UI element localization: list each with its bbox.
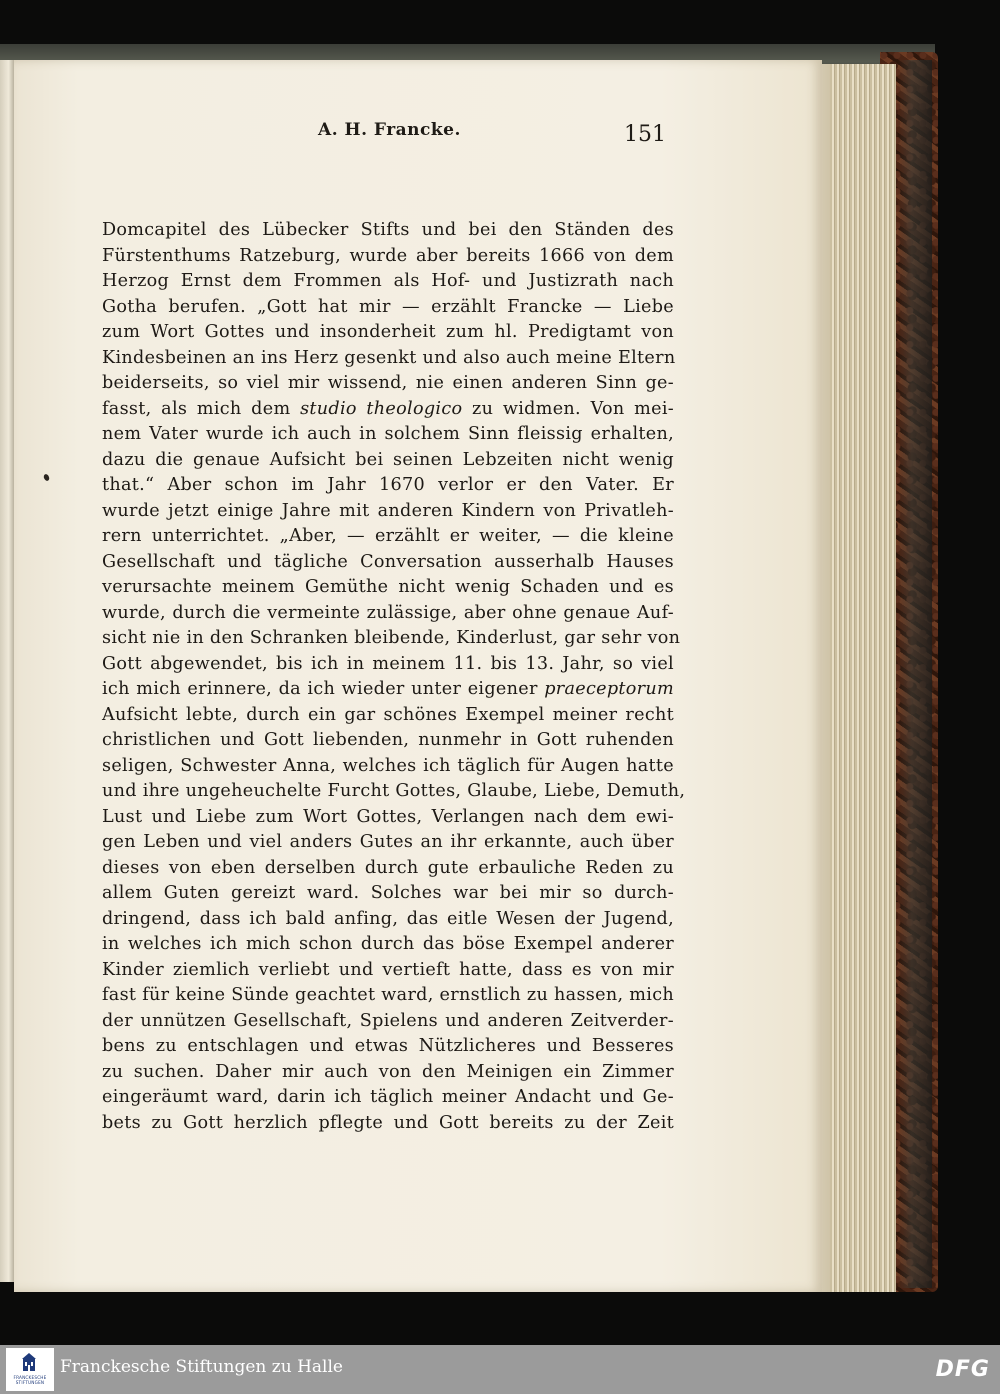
text-run: zu suchen. Daher mir auch von den Meinigen ein Zimmer [102, 1061, 674, 1082]
text-run: rern unterrichtet. „Aber, — erzählt er weiter, — die kleine [102, 526, 674, 546]
text-line [102, 397, 674, 423]
text-line [102, 244, 674, 270]
cover-edge [898, 60, 932, 1288]
text-line [102, 422, 674, 448]
italic-phrase: praeceptorum [544, 679, 674, 699]
text-run: wurde, durch die vermeinte zulässige, aber ohne genaue Auf- [102, 602, 674, 623]
text-run: Fürstenthums Ratzeburg, wurde aber bereits 1666 von dem [102, 245, 674, 266]
text-line [102, 677, 674, 703]
text-run: seligen, Schwester Anna, welches ich täglich für Augen hatte [102, 755, 674, 776]
viewer-footer [0, 1345, 1000, 1394]
text-line [102, 958, 674, 984]
text-line [102, 499, 674, 525]
footer-institution-link[interactable]: Franckesche Stiftungen zu Halle [60, 1357, 343, 1377]
text-line [102, 754, 674, 780]
text-line [102, 346, 674, 372]
text-line [102, 550, 674, 576]
running-head [90, 118, 666, 154]
text-run: Kindesbeinen an ins Herz gesenkt und also auch meine Eltern [102, 347, 676, 368]
text-line [102, 856, 674, 882]
text-run: verursachte meinem Gemüthe nicht wenig Schaden und es [102, 577, 674, 597]
text-line [102, 779, 686, 805]
text-run: zum Wort Gottes und insonderheit zum hl. Predigtamt von [102, 322, 674, 342]
text-run: wurde jetzt einige Jahre mit anderen Kindern von Privatleh- [102, 500, 674, 521]
text-run: Kinder ziemlich verliebt und vertieft hatte, dass es von mir [102, 959, 674, 980]
text-line [102, 932, 674, 958]
text-run: und ihre ungeheuchelte Furcht Gottes, Glaube, Liebe, Demuth, [102, 781, 686, 801]
francke-foundation-logo-icon[interactable] [6, 1348, 54, 1391]
text-run: dieses von eben derselben durch gute erbauliche Reden zu [102, 857, 674, 878]
text-run: dazu die genaue Aufsicht bei seinen Lebzeiten nicht wenig [102, 449, 674, 470]
text-line [102, 907, 674, 933]
text-line [102, 524, 674, 550]
text-run: Aufsicht lebte, durch ein gar schönes Exempel meiner recht [102, 704, 674, 725]
text-run: Domcapitel des Lübecker Stifts und bei den Ständen des [102, 220, 674, 240]
text-run: dringend, dass ich bald anfing, das eitle Wesen der Jugend, [102, 908, 674, 929]
text-line [102, 1009, 674, 1035]
text-run: christlichen und Gott liebenden, nunmehr in Gott ruhenden [102, 730, 674, 750]
text-line [102, 1085, 674, 1111]
text-run: Herzog Ernst dem Frommen als Hof- und Justizrath nach [102, 271, 674, 291]
text-run: gen Leben und viel anders Gutes an ihr erkannte, auch über [102, 832, 674, 852]
text-run: in welches ich mich schon durch das böse Exempel anderer [102, 934, 674, 954]
text-line [102, 218, 674, 244]
text-run: der unnützen Gesellschaft, Spielens und anderen Zeitverder- [102, 1010, 674, 1031]
text-run: nem Vater wurde ich auch in solchem Sinn fleissig erhalten, [102, 424, 674, 444]
dfg-logo-icon[interactable]: DFG [935, 1357, 990, 1382]
text-line [102, 601, 674, 627]
page-number: 151 [624, 122, 666, 147]
text-line [102, 652, 674, 678]
text-run: allem Guten gereizt ward. Solches war bei mir so durch- [102, 883, 674, 903]
text-run: bens zu entschlagen und etwas Nützlicheres und Besseres [102, 1036, 674, 1056]
text-line [102, 473, 674, 499]
text-run: zu widmen. Von mei- [462, 398, 674, 419]
facing-page-edge [0, 60, 14, 1282]
text-line [102, 983, 674, 1009]
text-run: eingeräumt ward, darin ich täglich meiner Andacht und Ge- [102, 1087, 674, 1107]
text-run: ich mich erinnere, da ich wieder unter eigener [102, 679, 545, 699]
text-run: beiderseits, so viel mir wissend, nie einen anderen Sinn ge- [102, 373, 674, 393]
text-line [102, 805, 674, 831]
text-line [102, 1060, 674, 1086]
body-text [102, 218, 686, 1136]
text-run: fasst, als mich dem [102, 398, 301, 419]
text-run: Gesellschaft und tägliche Conversation ausserhalb Hauses [102, 551, 674, 572]
text-line [102, 295, 674, 321]
running-title: A. H. Francke. [318, 120, 461, 140]
text-run: fast für keine Sünde geachtet ward, ernstlich zu hassen, mich [102, 985, 674, 1005]
text-run: Lust und Liebe zum Wort Gottes, Verlangen nach dem ewi- [102, 806, 674, 827]
text-line [102, 703, 674, 729]
italic-phrase: studio theologico [300, 398, 463, 419]
text-run: sicht nie in den Schranken bleibende, Kinderlust, gar sehr von [102, 628, 681, 648]
text-line [102, 448, 674, 474]
logo-text-line2: STIFTUNGEN [15, 1380, 45, 1385]
logo-text [6, 1375, 54, 1385]
logo-text-line1: FRANCKESCHE [13, 1375, 47, 1380]
text-run: that.“ Aber schon im Jahr 1670 verlor er den Vater. Er [102, 475, 674, 495]
text-line [102, 320, 674, 346]
text-run: Gotha berufen. „Gott hat mir — erzählt Francke — Liebe [102, 296, 674, 317]
text-line [102, 881, 674, 907]
logo-building-icon [22, 1353, 36, 1373]
text-line [102, 626, 681, 652]
text-line [102, 575, 674, 601]
text-line [102, 728, 674, 754]
text-run: bets zu Gott herzlich pflegte und Gott bereits zu der Zeit [102, 1112, 674, 1133]
text-line [102, 1111, 674, 1137]
text-line [102, 1034, 674, 1060]
text-line [102, 371, 674, 397]
text-run: Gott abgewendet, bis ich in meinem 11. bis 13. Jahr, so viel [102, 653, 674, 674]
text-line [102, 830, 674, 856]
text-line [102, 269, 674, 295]
